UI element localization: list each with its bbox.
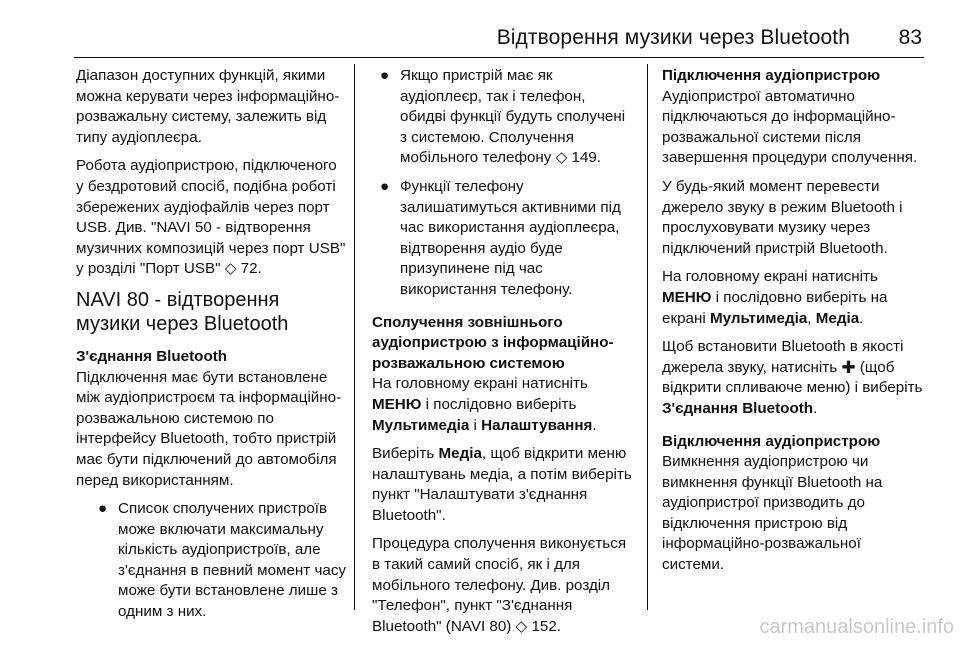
list-item-text: Функції телефону залишатимуться активними під час використання аудіоплеєра, відтворення аудіо буде призупинене під час використання телефону. bbox=[400, 177, 621, 298]
page-header bbox=[0, 0, 960, 58]
watermark: carmanualsonline.info bbox=[759, 616, 954, 638]
page-number: 83 bbox=[898, 26, 922, 49]
list-item-text: Список сполучених пристроїв може включати максимальну кількість аудіопристроїв, але з'єднання в певний момент часу може бути встановлене лише з одним з них. bbox=[118, 500, 347, 621]
paragraph: У будь-який момент перевести джерело звуку в режим Bluetooth і прослуховувати музику через підключений пристрій Bluetooth. bbox=[662, 177, 903, 257]
subsection-heading: Сполучення зовнішнього аудіопристрою з інформаційно-розважальною системою bbox=[372, 313, 614, 372]
paragraph: Аудіопристрої автоматично підключаються до інформаційно-розважальної системи після завершення процедури сполучення. bbox=[662, 87, 918, 167]
paragraph: Виберіть Медіа, щоб відкрити меню налаштувань медіа, а потім виберіть пункт "Налаштувати з'єднання Bluetooth". bbox=[372, 445, 632, 524]
paragraph: Вимкнення аудіопристрою чи вимкнення функції Bluetooth на аудіопристрої призводить до відключення пристрою від інформаційно-розважальної системи. bbox=[662, 453, 883, 574]
paragraph: Діапазон доступних функцій, якими можна керувати через інформаційно-розважальну систему, залежить від типу аудіоплеєра. bbox=[76, 67, 340, 146]
header-divider bbox=[74, 57, 924, 58]
list-item-text: Якщо пристрій має як аудіоплеєр, так і телефон, обидві функції будуть сполучені з системою. Сполучення мобільного телефону ◇ 149. bbox=[400, 67, 626, 167]
page-title: Відтворення музики через Bluetooth bbox=[496, 26, 850, 49]
column-right bbox=[662, 66, 926, 584]
subsection-heading: Відключення аудіопристрою bbox=[662, 432, 881, 450]
column-left bbox=[76, 66, 346, 631]
bullet-icon: ● bbox=[380, 67, 390, 84]
section-heading: NAVI 80 - відтворення музики через Bluetooth bbox=[76, 288, 289, 336]
list-item bbox=[372, 177, 634, 301]
list-item bbox=[372, 66, 634, 169]
paragraph: Процедура сполучення виконується в такий самий спосіб, як і для мобільного телефону. Див. розділ "Телефон", пункт "З'єднання Bluetooth" (NAVI 80) ◇ 152. bbox=[372, 535, 627, 635]
bullet-icon: ● bbox=[98, 500, 108, 518]
plus-icon: ✚ bbox=[841, 357, 856, 377]
list-item bbox=[90, 499, 346, 623]
column-divider bbox=[354, 64, 355, 610]
bullet-icon: ● bbox=[380, 177, 390, 195]
subsection-heading: Підключення аудіопристрою bbox=[662, 67, 881, 84]
column-divider bbox=[647, 64, 648, 610]
paragraph: На головному екрані натисніть МЕНЮ і послідовно виберіть Мультимедіа і Налаштування. bbox=[372, 375, 597, 434]
paragraph: Щоб встановити Bluetooth в якості джерела звуку, натисніть ✚ (щоб відкрити спливаюче меню) і виберіть З'єднання Bluetooth. bbox=[662, 338, 923, 417]
paragraph: На головному екрані натисніть МЕНЮ і послідовно виберіть на екрані Мультимедіа, Медіа. bbox=[662, 268, 888, 327]
column-middle bbox=[372, 66, 634, 645]
paragraph: Підключення має бути встановлене між аудіопристроєм та інформаційно-розважальною системою по інтерфейсу Bluetooth, тобто пристрій має бути підключений до автомобіля перед використанням. bbox=[76, 368, 342, 489]
subsection-heading: З'єднання Bluetooth bbox=[76, 347, 228, 365]
paragraph: Робота аудіопристрою, підключеного у бездротовий спосіб, подібна роботі збережених аудіофайлів через порт USB. Див. "NAVI 50 - відтворення музичних композицій через порт USB" у розділі "Порт USB" ◇ 72. bbox=[76, 157, 346, 278]
